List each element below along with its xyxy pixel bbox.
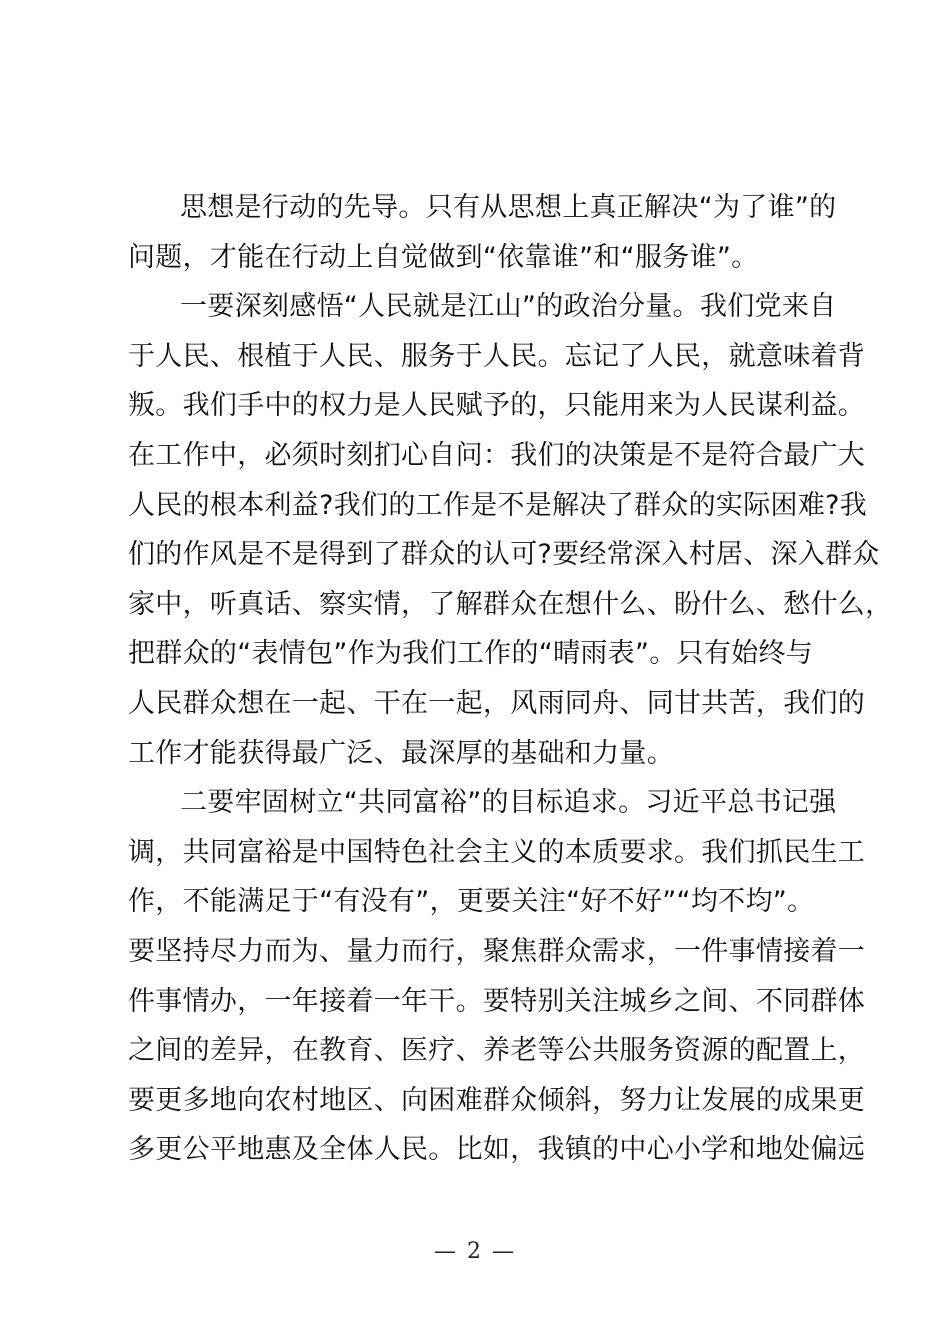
text-line: 要更多地向农村地区、向困难群众倾斜，努力让发展的成果更: [128, 1084, 866, 1116]
body-text: [128, 183, 893, 1175]
text-line: 在工作中，必须时刻扪心自问：我们的决策是不是符合最广大: [128, 439, 866, 471]
text-line: 于人民、根植于人民、服务于人民。忘记了人民，就意味着背: [128, 340, 866, 372]
text-line: 二要牢固树立“共同富裕”的目标追求。习近平总书记强: [180, 787, 837, 819]
text-line: 作，不能满足于“有没有”，更要关注“好不好”“均不均”。: [128, 886, 815, 918]
text-line: 要坚持尽力而为、量力而行，聚焦群众需求，一件事情接着一: [128, 935, 866, 967]
text-line: 叛。我们手中的权力是人民赋予的，只能用来为人民谋利益。: [128, 390, 866, 422]
text-line: 们的作风是不是得到了群众的认可?要经常深入村居、深入群众: [128, 539, 880, 571]
text-line: 调，共同富裕是中国特色社会主义的本质要求。我们抓民生工: [128, 836, 866, 868]
page-number: — 2 —: [434, 1239, 516, 1264]
text-line: 一要深刻感悟“人民就是江山”的政治分量。我们党来自: [180, 291, 837, 323]
text-line: 人民的根本利益?我们的工作是不是解决了群众的实际困难?我: [128, 489, 868, 521]
text-line: 思想是行动的先导。只有从思想上真正解决“为了谁”的: [180, 192, 837, 223]
text-line: 之间的差异，在教育、医疗、养老等公共服务资源的配置上，: [128, 1035, 866, 1067]
text-line: 家中，听真话、察实情，了解群众在想什么、盼什么、愁什么，: [128, 588, 893, 620]
text-line: 人民群众想在一起、干在一起，风雨同舟、同甘共苦，我们的: [128, 687, 866, 719]
text-line: 把群众的“表情包”作为我们工作的“晴雨表”。只有始终与: [128, 638, 814, 670]
text-line: 多更公平地惠及全体人民。比如，我镇的中心小学和地处偏远: [128, 1134, 866, 1166]
text-line: 工作才能获得最广泛、最深厚的基础和力量。: [128, 737, 674, 769]
text-line: 问题，才能在行动上自觉做到“依靠谁”和“服务谁”。: [128, 241, 759, 273]
text-line: 件事情办，一年接着一年干。要特别关注城乡之间、不同群体: [128, 985, 866, 1017]
